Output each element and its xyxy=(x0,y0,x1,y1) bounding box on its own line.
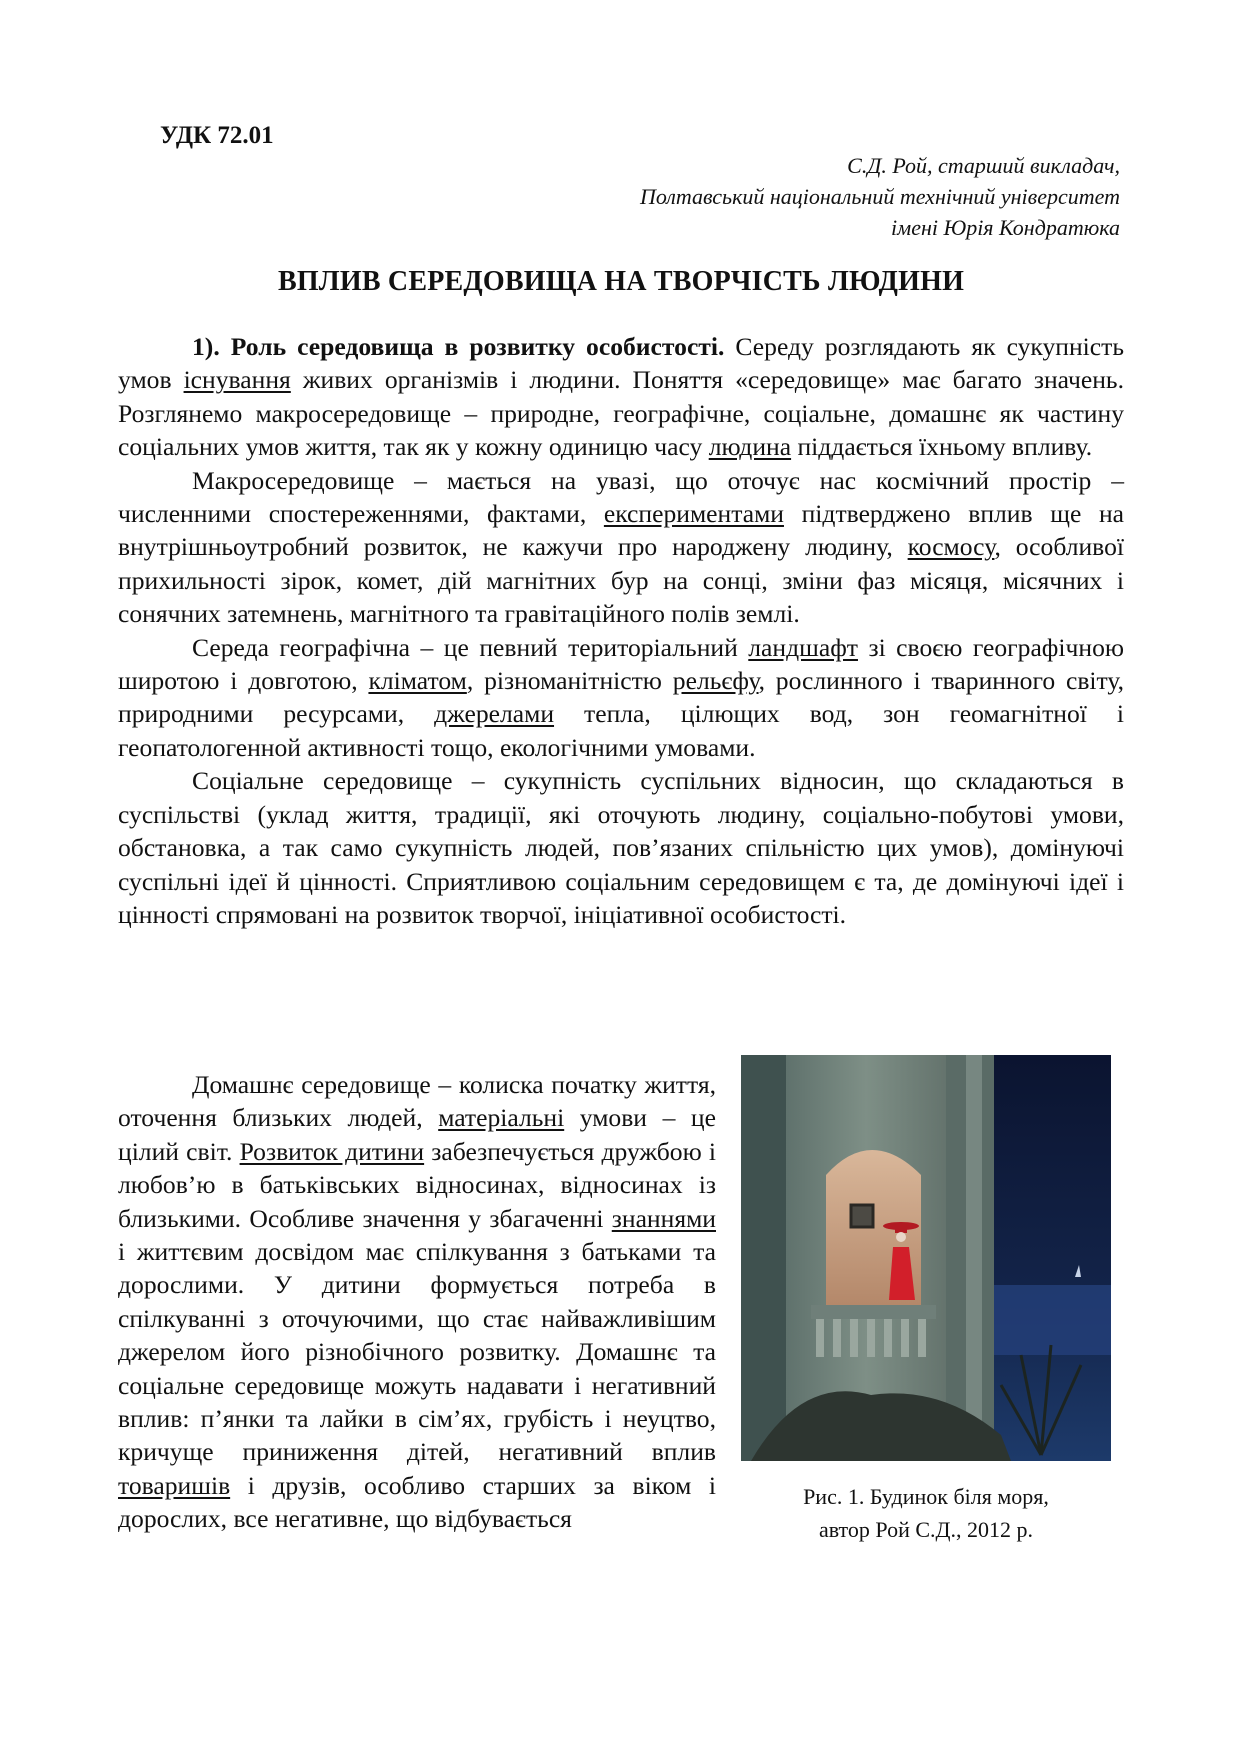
paragraph-text: умови – це цілий світ. xyxy=(118,1103,716,1166)
hyperlink[interactable]: джерелами xyxy=(434,699,555,729)
hyperlink[interactable]: знаннями xyxy=(611,1203,716,1233)
paragraph-text: живих організмів і людини. Поняття «середовище» має багато значень. Розглянемо макросередовище – природне, географічне, соціальне, домашнє як частину соціальних умов життя, так як у кожну одиницю часу xyxy=(118,365,1124,462)
paragraph-text: , рослинного і тваринного світу, природними ресурсами, xyxy=(118,666,1124,729)
paragraph-text: , особливої прихильності зірок, комет, дій магнітних бур на сонці, зміни фаз місяця, місячних і сонячних затемнень, магнітного та гравітаційного полів землі. xyxy=(118,532,1124,629)
section-heading: 1). Роль середовища в розвитку особистості. xyxy=(192,332,725,361)
hyperlink[interactable]: рельєфу xyxy=(672,666,759,696)
author-name-line: С.Д. Рой, старший викладач, xyxy=(847,153,1120,178)
paragraph-text: , різноманітністю xyxy=(466,666,673,696)
hyperlink[interactable]: товаришів xyxy=(118,1470,231,1500)
painting-image xyxy=(741,1055,1111,1461)
paragraph-text: підтверджено вплив ще на внутрішньоутробний розвиток, не кажучи про народжену людину, xyxy=(118,499,1125,562)
text-column-beside-figure xyxy=(118,1068,716,1536)
udk-code: УДК 72.01 xyxy=(160,122,274,149)
author-affiliation-line: Полтавський національний технічний університет xyxy=(639,184,1120,209)
paragraph-text: і життєвим досвідом має спілкування з батьками та дорослими. У дитини формується потреба в спілкуванні з оточуючими, що стає найважливішим джерелом його різнобічного розвитку. Домашнє та соціальне середовище можуть надавати і негативний вплив: п’янки та лайки в сім’ях, грубість і неуцтво, кричуще приниження дітей, негативний вплив xyxy=(118,1237,716,1467)
hyperlink[interactable]: експериментами xyxy=(603,499,784,529)
paragraph-text: піддається їхньому впливу. xyxy=(791,432,1093,462)
painting-illustration xyxy=(741,1055,1111,1461)
paragraph-3 xyxy=(118,631,1124,765)
hyperlink[interactable]: Розвиток дитини xyxy=(239,1136,425,1166)
paragraph-text: тепла, цілющих вод, зон геомагнітної і геопатологенной активності тощо, екологічними умовами. xyxy=(118,699,1124,762)
paragraph-4: Соціальне середовище – сукупність суспільних відносин, що складаються в суспільстві (уклад життя, традиції, які оточують людину, соціально-побутові умови, обстановка, а так само сукупність людей, пов’язаних спільністю цих умов), домінуючі суспільні ідеї й цінності. Сприятливою соціальним середовищем є та, де домінуючі ідеї і цінності спрямовані на розвиток творчої, ініціативної особистості. xyxy=(118,766,1124,929)
paragraph-5 xyxy=(118,1068,716,1536)
paragraph-text: зі своєю географічною широтою і довготою, xyxy=(118,632,1124,696)
paragraph-text: Середу розглядають як сукупність умов xyxy=(118,332,1124,395)
hyperlink[interactable]: ландшафт xyxy=(748,632,858,662)
hyperlink[interactable]: існування xyxy=(183,365,291,395)
article-body xyxy=(118,330,1124,931)
author-block xyxy=(420,150,1120,243)
hyperlink[interactable]: кліматом xyxy=(368,666,467,696)
hyperlink[interactable]: матеріальні xyxy=(438,1103,565,1133)
paragraph-text: і друзів, особливо старших за віком і дорослих, все негативне, що відбувається xyxy=(118,1470,716,1534)
caption-line-2: автор Рой С.Д., 2012 р. xyxy=(818,1517,1034,1542)
hyperlink[interactable]: людина xyxy=(708,432,792,462)
figure-caption xyxy=(740,1480,1112,1546)
paragraph-text: Домашнє середовище – колиска початку життя, оточення близьких людей, xyxy=(118,1070,716,1133)
hyperlink[interactable]: космосу xyxy=(907,532,995,562)
author-affiliation-line-2: імені Юрія Кондратюка xyxy=(891,215,1120,240)
paragraph-text: забезпечується дружбою і любов’ю в батьківських відносинах, відносинах із близькими. Особливе значення у збагаченні xyxy=(118,1136,716,1233)
paragraph-text: Середа географічна – це певний територіальний xyxy=(192,632,749,662)
caption-line-1: Рис. 1. Будинок біля моря, xyxy=(803,1484,1049,1509)
paragraph-text: Макросередовище – мається на увазі, що оточує нас космічний простір – численними спостереженнями, фактами, xyxy=(118,465,1124,529)
paragraph-1 xyxy=(118,330,1124,464)
paragraph-2 xyxy=(118,464,1124,631)
article-title: ВПЛИВ СЕРЕДОВИЩА НА ТВОРЧІСТЬ ЛЮДИНИ xyxy=(277,266,965,297)
